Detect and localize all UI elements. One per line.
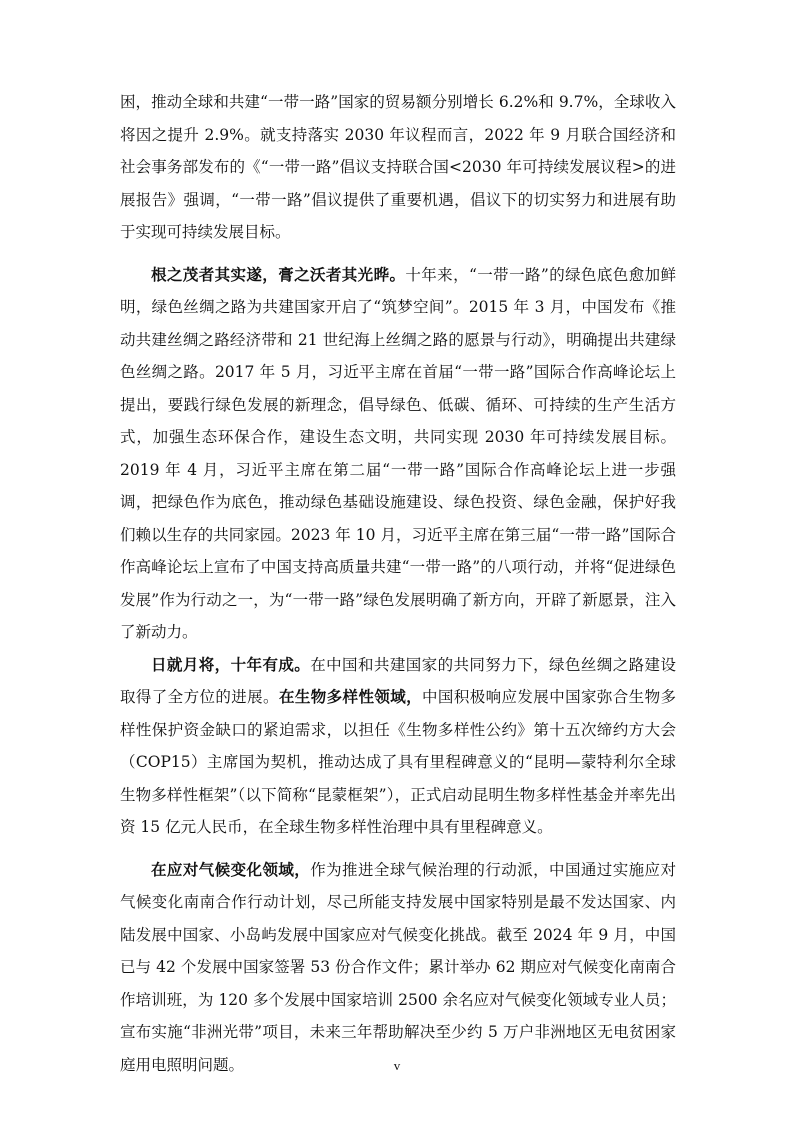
- paragraph-biodiversity: [120, 649, 676, 844]
- page-number: v: [393, 1058, 401, 1073]
- paragraph-trade-growth: [120, 86, 676, 249]
- paragraph-text: 十年来，“一带一路”的绿色底色愈加鲜明，绿色丝绸之路为共建国家开启了“筑梦空间”。2015 年 3 月，中国发布《推动共建丝绸之路经济带和 21 世纪海上丝绸之路的愿景与行动》，明确提出共建绿色丝绸之路。2017 年 5 月，习近平主席在首届“一带一路”国际合作高峰论坛上提出，要践行绿色发展的新理念，倡导绿色、低碳、循环、可持续的生产生活方式，加强生态环保合作，建设生态文明，共同实现 2030 年可持续发展目标。2019 年 4 月，习近平主席在第二届“一带一路”国际合作高峰论坛上进一步强调，把绿色作为底色，推动绿色基础设施建设、绿色投资、绿色金融，保护好我们赖以生存的共同家园。2023 年 10 月，习近平主席在第三届“一带一路”国际合作高峰论坛上宣布了中国支持高质量共建“一带一路”的八项行动，并将“促进绿色发展”作为行动之一，为“一带一路”绿色发展明确了新方向，开辟了新愿景，注入了新动力。: [120, 265, 676, 641]
- paragraph-climate-change: [120, 854, 676, 1082]
- paragraph-green-silk-road: [120, 259, 676, 649]
- paragraph-text: 困，推动全球和共建“一带一路”国家的贸易额分别增长 6.2%和 9.7%，全球收入将因之提升 2.9%。就支持落实 2030 年议程而言，2022 年 9 月联合国经济和社会事务部发布的《“一带一路”倡议支持联合国<2030 年可持续发展议程>的进展报告》强调，“一带一路”倡议提供了重要机遇，倡议下的切实努力和进展有助于实现可持续发展目标。: [120, 93, 676, 241]
- paragraph-text: 作为推进全球气候治理的行动派，中国通过实施应对气候变化南南合作行动计划，尽己所能支持发展中国家特别是最不发达国家、内陆发展中国家、小岛屿发展中国家应对气候变化挑战。截至 2024 年 9 月，中国已与 42 个发展中国家签署 53 份合作文件；累计举办 62 期应对气候变化南南合作培训班，为 120 多个发展中国家培训 2500 余名应对气候变化领域专业人员；宣布实施“非洲光带”项目，未来三年帮助解决至少约 5 万户非洲地区无电贫困家庭用电照明问题。: [120, 860, 676, 1074]
- paragraph-lead-heading: 根之茂者其实遂，膏之沃者其光晔。: [151, 265, 406, 284]
- paragraph-text: 在中国和共建国家的共同努力下，绿色丝绸之路建设取得了全方位的进展。: [120, 655, 676, 706]
- paragraph-text: 中国积极响应发展中国家弥合生物多样性保护资金缺口的紧迫需求，以担任《生物多样性公约》第十五次缔约方大会（COP15）主席国为契机，推动达成了具有里程碑意义的“昆明—蒙特利尔全球生物多样性框架”（以下简称“昆蒙框架”），正式启动昆明生物多样性基金并率先出资 15 亿元人民币，在全球生物多样性治理中具有里程碑意义。: [120, 688, 676, 836]
- document-body: [120, 86, 676, 1081]
- paragraph-subheading: 在生物多样性领域，: [278, 688, 423, 706]
- paragraph-lead-heading: 在应对气候变化领域，: [151, 860, 311, 879]
- paragraph-lead-heading: 日就月将，十年有成。: [151, 655, 311, 674]
